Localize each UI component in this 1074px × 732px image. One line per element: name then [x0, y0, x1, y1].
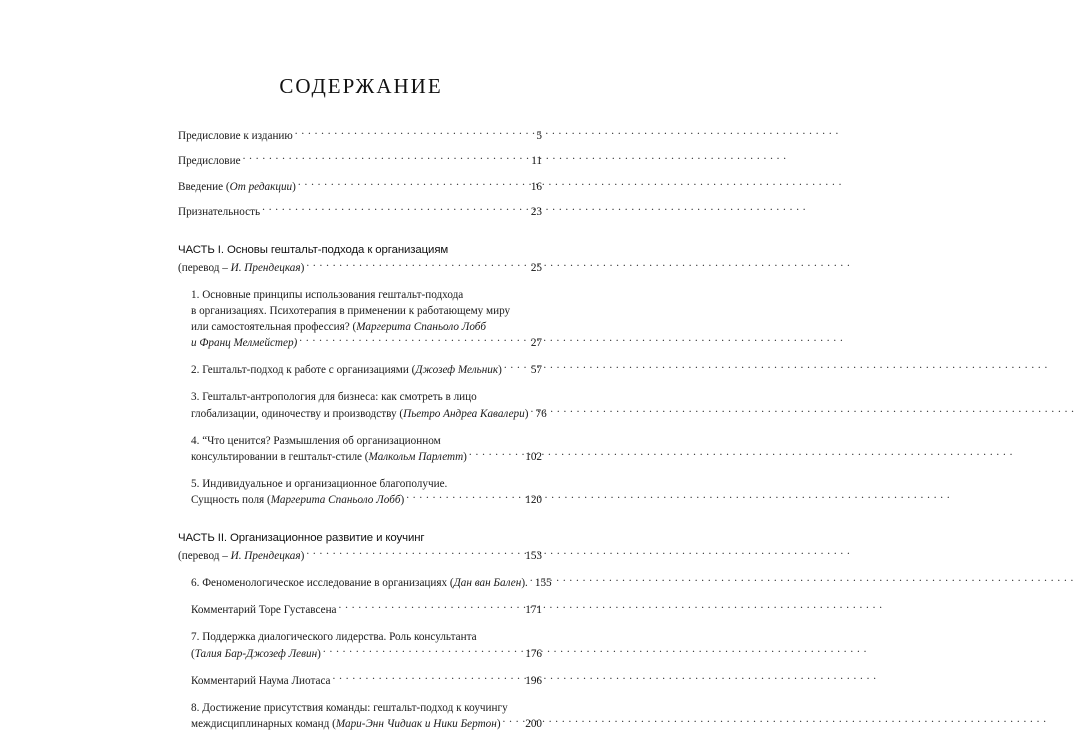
dot-leader — [503, 716, 525, 727]
dot-leader — [530, 575, 534, 586]
toc-entry-author: Джозеф Мельник — [415, 364, 499, 377]
toc-entry-chapter[interactable] — [191, 362, 542, 378]
toc-entry-author: Дан ван Бален — [453, 577, 522, 590]
toc-entry-author: Мари-Энн Чидиак и Ники Бертон — [335, 718, 497, 730]
toc-entry-label — [191, 449, 467, 465]
toc-entry-front[interactable] — [178, 178, 542, 194]
part-translator-post: ) — [300, 550, 305, 563]
toc-entry-chapter[interactable] — [191, 629, 542, 661]
toc-entry-label-pre: консультировании в гештальт-стиле ( — [191, 450, 369, 463]
part-translator-name: И. Прендецкая — [230, 550, 301, 563]
toc-entry-page: 25 — [530, 261, 542, 274]
toc-entry-page: 120 — [525, 493, 542, 506]
toc-entry-author: Маргерита Спаньоло Лобб — [270, 493, 401, 506]
toc-entry-label-pre: Введение ( — [178, 180, 230, 193]
toc-entry-page: 176 — [525, 647, 542, 660]
toc-entry-page: 153 — [525, 550, 542, 563]
toc-entry-author-cont: и Франц Мелмейстер) — [191, 337, 298, 350]
dot-leader — [295, 128, 536, 139]
toc-entry-line: в организациях. Психотерапия в применении к работающему миру — [191, 304, 511, 317]
dot-leader — [530, 405, 534, 416]
toc-part-heading[interactable] — [178, 530, 542, 564]
toc-entry-chapter[interactable] — [191, 476, 542, 508]
toc-entry-label — [178, 179, 296, 195]
dot-leader — [323, 645, 524, 656]
toc-entry-author: Пьетро Андреа Кавалери — [403, 407, 525, 420]
dot-leader — [298, 178, 530, 189]
toc-entry-front[interactable] — [178, 128, 542, 144]
dot-leader — [469, 449, 524, 460]
toc-entry-label-post: ) — [317, 647, 321, 660]
toc-entry-label — [191, 362, 502, 378]
toc-entry-author: Талия Бар-Джозеф Левин — [194, 647, 318, 660]
toc-entry-page: 57 — [530, 364, 542, 377]
toc-entry-chapter[interactable] — [191, 433, 542, 465]
toc-entry-label-post: ). — [521, 577, 528, 590]
toc-entry-label — [191, 646, 321, 662]
part-translator-name: И. Прендецкая — [230, 261, 301, 274]
part-title-text: ЧАСТЬ I. Основы гештальт-подхода к организациям — [178, 243, 449, 256]
toc-entries-container — [178, 128, 552, 732]
toc-entry-author: Маргерита Спаньоло Лобб — [356, 320, 487, 333]
toc-entry-page: 11 — [531, 155, 542, 168]
toc-entry-front[interactable] — [178, 204, 542, 220]
dot-leader — [504, 362, 530, 373]
toc-entry-label-post: ) — [292, 180, 296, 193]
toc-entry-label-italic: От редакции — [229, 180, 293, 193]
toc-entry-label — [191, 335, 297, 351]
part-title-text: ЧАСТЬ II. Организационное развитие и коучинг — [178, 531, 425, 544]
toc-entry-line-pre: или самостоятельная профессия? ( — [191, 320, 357, 333]
page-title: СОДЕРЖАНИЕ — [279, 74, 443, 98]
toc-entry-label-post: ) — [496, 718, 501, 730]
dot-leader — [306, 548, 524, 559]
toc-entry-line: 8. Достижение присутствия команды: гештальт-подход к коучингу — [191, 701, 508, 714]
toc-entry-page: 76 — [535, 407, 547, 420]
toc-entry-page: 27 — [530, 337, 542, 350]
part-translator — [178, 260, 304, 276]
toc-entry-chapter[interactable] — [191, 389, 547, 421]
dot-leader — [406, 492, 524, 503]
dot-leader — [333, 673, 525, 684]
part-translator-pre: (перевод – — [178, 261, 231, 274]
toc-entry-chapter[interactable] — [191, 700, 542, 732]
toc-entry-commentary[interactable] — [191, 602, 542, 618]
toc-entry-label-post: ) — [463, 450, 467, 463]
toc-entry-label-pre: 6. Феноменологическое исследование в организациях ( — [191, 577, 454, 590]
toc-entry-page: 196 — [525, 674, 542, 687]
part-translator — [178, 548, 304, 564]
part-translator-post: ) — [300, 261, 305, 274]
toc-entry-label-post: ) — [498, 364, 502, 377]
dot-leader — [243, 153, 531, 164]
toc-entry-page: 200 — [525, 718, 542, 730]
toc-entry-line: 7. Поддержка диалогического лидерства. Роль консультанта — [191, 631, 477, 644]
toc-entry-label-pre: Сущность поля ( — [191, 493, 271, 506]
dot-leader — [262, 204, 530, 215]
toc-entry-page: 16 — [530, 180, 542, 193]
toc-entry-label-post: ) — [524, 407, 529, 420]
toc-entry-label: Комментарий Торе Густавсена — [191, 604, 337, 617]
toc-entry-chapter[interactable] — [191, 575, 552, 591]
toc-entry-label-pre: междисциплинарных команд ( — [191, 718, 336, 730]
toc-entry-page: 23 — [530, 205, 542, 218]
toc-entry-line: 5. Индивидуальное и организационное благополучие. — [191, 477, 448, 490]
toc-entry-label-pre: ( — [191, 647, 195, 660]
toc-entry-commentary[interactable] — [191, 673, 542, 689]
toc-entry-label: Признательность — [178, 205, 261, 218]
toc-entry-line: 1. Основные принципы использования гештальт-подхода — [191, 288, 464, 301]
toc-entry-label-pre: 2. Гештальт-подход к работе с организациями ( — [191, 364, 416, 377]
toc-entry-label-post: ) — [400, 493, 405, 506]
toc-part-heading[interactable] — [178, 242, 542, 276]
toc-entry-page: 155 — [534, 577, 552, 590]
dot-leader — [339, 602, 525, 613]
toc-entry-label: Комментарий Наума Лиотаса — [191, 674, 331, 687]
toc-entry-label: Предисловие к изданию — [178, 130, 293, 143]
toc-entry-label — [191, 575, 528, 591]
toc-entry-line: 3. Гештальт-антропология для бизнеса: как смотреть в лицо — [191, 391, 477, 404]
toc-entry-label: Предисловие — [178, 155, 241, 168]
toc-entry-label — [191, 716, 501, 732]
dot-leader — [299, 335, 530, 346]
dot-leader — [306, 260, 530, 271]
toc-entry-label — [191, 406, 528, 422]
toc-entry-author: Малкольм Парлетт — [368, 450, 464, 463]
toc-entry-page: 5 — [536, 130, 542, 143]
part-translator-pre: (перевод – — [178, 550, 231, 563]
toc-entry-page: 102 — [525, 450, 542, 463]
toc-entry-page: 171 — [525, 604, 542, 617]
toc-entry-label — [191, 492, 404, 508]
toc-entry-line: 4. “Что ценится? Размышления об организационном — [191, 434, 441, 447]
toc-entry-chapter[interactable] — [191, 287, 542, 351]
toc-entry-front[interactable] — [178, 153, 542, 169]
toc-entry-label-pre: глобализации, одиночеству и производству ( — [191, 407, 404, 420]
